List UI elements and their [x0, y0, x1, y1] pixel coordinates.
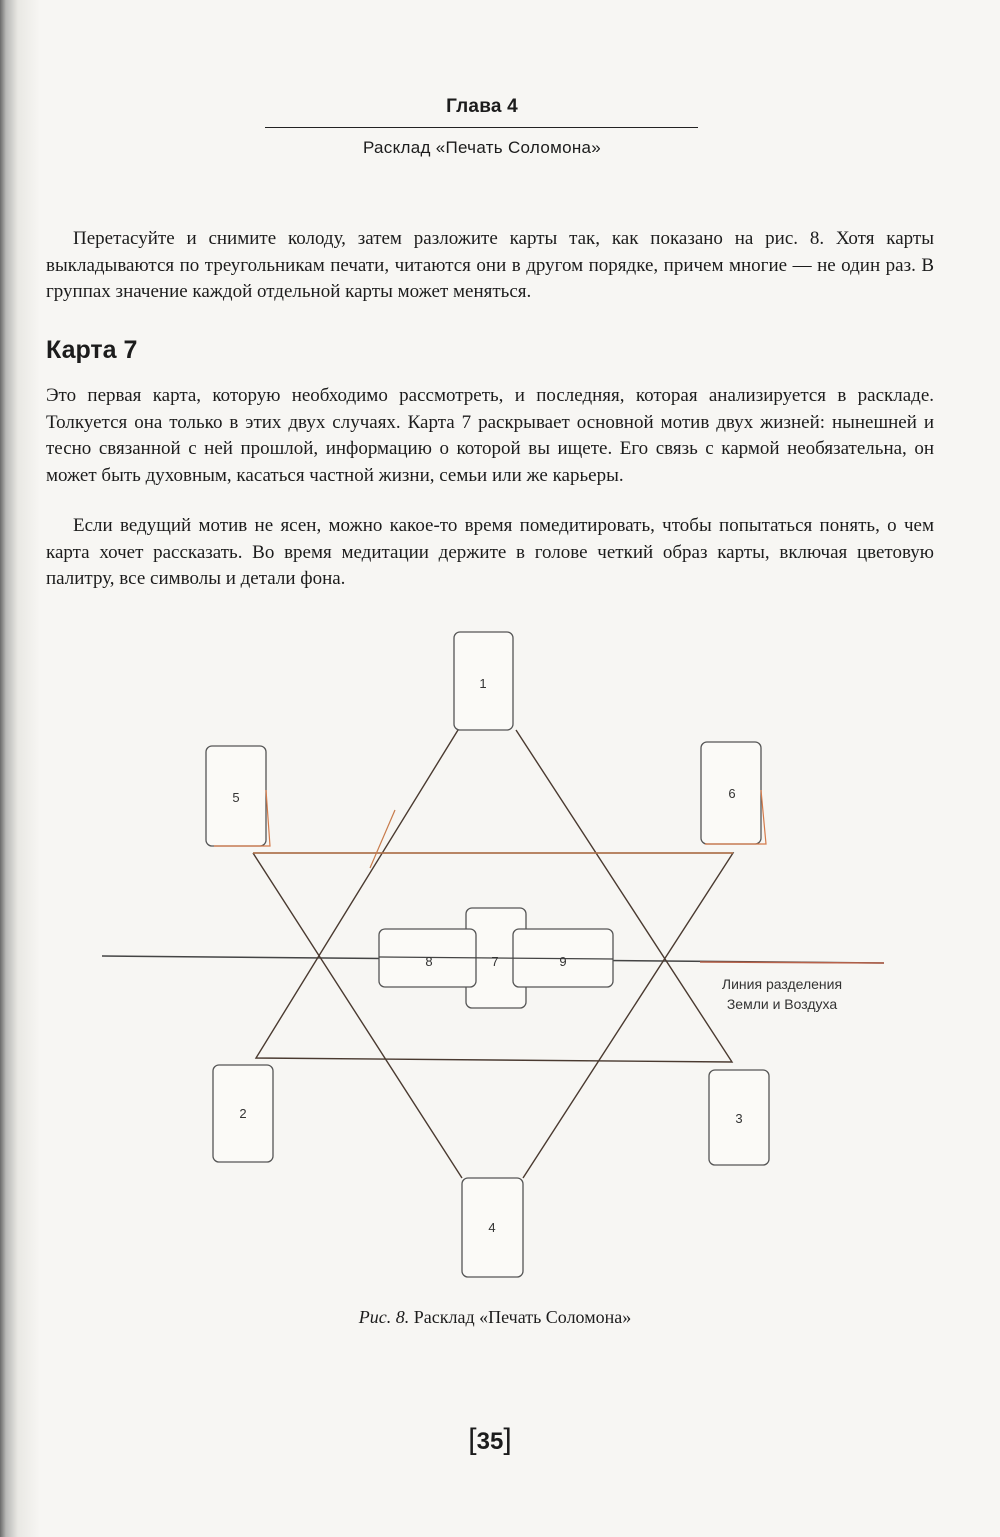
division-line-label-1: Линия разделения — [721, 976, 843, 992]
downward-triangle — [253, 853, 733, 1178]
chapter-title: Глава 4 — [446, 96, 518, 117]
header-rule — [265, 127, 698, 128]
solomon-seal-diagram — [0, 620, 1000, 1300]
card-5-label: 5 — [232, 790, 240, 805]
page-number-bracket-close: ] — [503, 1423, 512, 1456]
section-heading: Карта 7 — [46, 336, 138, 364]
page-number-bracket-open: [ — [468, 1423, 477, 1456]
upward-triangle — [256, 730, 732, 1062]
card-4-label: 4 — [488, 1220, 496, 1235]
intro-paragraph: Перетасуйте и снимите колоду, затем разложите карты так, как показано на рис. 8. Хотя карты выкладываются по треугольникам печати, читаются они в другом порядке, причем многие — не один раз. В группах значение каждой отдельной карты может меняться. — [46, 228, 934, 302]
page-number-value: 35 — [476, 1428, 504, 1455]
figure-caption — [0, 1307, 995, 1328]
division-line-label-2: Земли и Воздуха — [726, 996, 838, 1012]
card-2-label: 2 — [239, 1106, 247, 1121]
division-line-accent — [700, 962, 884, 963]
figure-caption-label: Рис. 8. — [358, 1307, 410, 1327]
chapter-subtitle: Расклад «Печать Соломона» — [362, 138, 602, 157]
card7-paragraph-2: Если ведущий мотив не ясен, можно какое-то время помедитировать, чтобы попытаться понять, о чем карта хочет рассказать. Во время медитации держите в голове четкий образ карты, включая цветовую палитру, все символы и детали фона. — [46, 515, 934, 589]
card-6-label: 6 — [728, 786, 736, 801]
card-8-label: 8 — [425, 954, 433, 969]
card7-paragraph-1: Это первая карта, которую необходимо рассмотреть, и последняя, которая анализируется в раскладе. Толкуется она только в этих двух случаях. Карта 7 раскрывает основной мотив двух жизней: нынешней и тесно связанной с ней прошлой, информацию о которой вы ищете. Его связь с кармой необязательна, он может быть духовным, касаться частной жизни, семьи или же карьеры. — [46, 385, 934, 486]
card-1-label: 1 — [479, 676, 487, 691]
card-3-label: 3 — [735, 1111, 743, 1126]
figure-caption-text: Расклад «Печать Соломона» — [413, 1307, 632, 1327]
card-9-label: 9 — [559, 954, 567, 969]
card-7-label: 7 — [491, 954, 499, 969]
page-number — [440, 1423, 540, 1457]
